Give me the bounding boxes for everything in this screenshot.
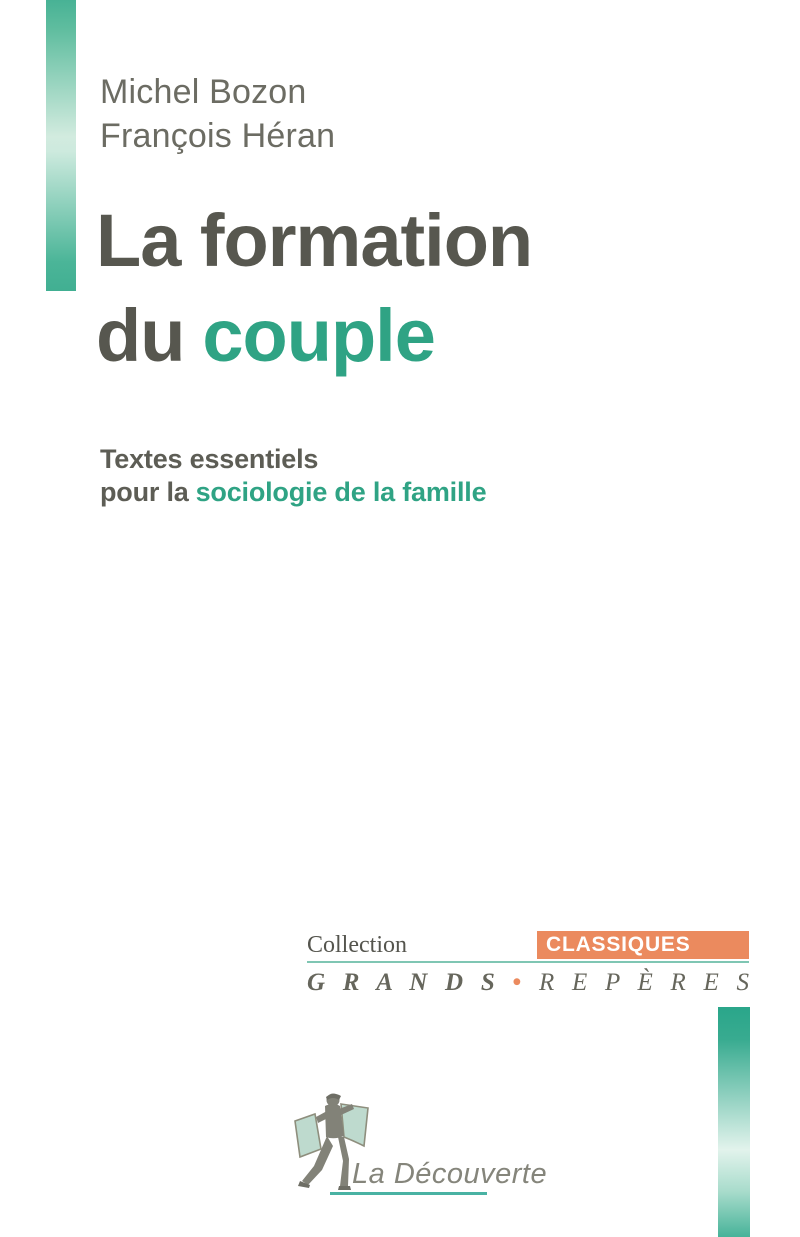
classiques-badge: CLASSIQUES [537, 931, 749, 959]
publisher-underline [330, 1192, 487, 1195]
author-names [100, 70, 335, 158]
left-accent-bar [46, 0, 76, 291]
right-accent-bar [718, 1007, 750, 1237]
book-subtitle [100, 443, 486, 509]
title-line-2 [96, 288, 532, 383]
title-line2-gray: du [96, 294, 185, 377]
author-1: Michel Bozon [100, 73, 307, 111]
subtitle-line2-green: sociologie de la famille [195, 477, 487, 507]
title-line2-green: couple [202, 294, 435, 377]
author-2: François Héran [100, 117, 336, 155]
subtitle-line-2 [100, 476, 486, 509]
series-word-grands: G R A N D S [307, 969, 495, 996]
subtitle-line-1: Textes essentiels [100, 444, 319, 474]
series-word-reperes: R E P È R E S [538, 969, 750, 996]
series-separator-dot-icon: • [512, 969, 522, 996]
series-name [307, 969, 749, 997]
collection-label: Collection [307, 932, 407, 958]
collection-divider-rule [307, 961, 749, 963]
subtitle-line2-gray: pour la [100, 477, 189, 507]
publisher-name: La Découverte [352, 1158, 548, 1190]
title-line-1: La formation [96, 199, 533, 282]
book-title [96, 193, 532, 383]
